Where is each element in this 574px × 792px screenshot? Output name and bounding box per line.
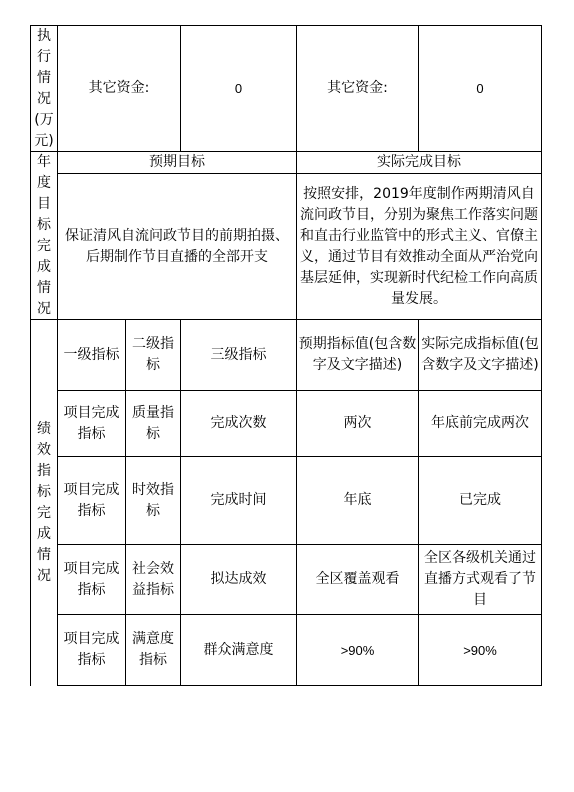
row4-level2: 满意度指标 (132, 631, 174, 668)
row1-expected: 两次 (343, 415, 372, 431)
row2-actual: 已完成 (459, 492, 501, 508)
row3-expected: 全区覆盖观看 (315, 571, 400, 587)
row2-level1: 项目完成指标 (63, 481, 120, 519)
actual-goal-text: 按照安排，2019年度制作两期清风自流问政节目，分别为聚焦工作落实问题和直击行业监管中的形式主义、官僚主义，通过节目有效推动全面从严治党向基层延伸，实现新时代纪检工作向高质量发展。 (300, 185, 538, 307)
row4-actual: >90% (463, 642, 497, 658)
row3-actual: 全区各级机关通过直播方式观看了节目 (424, 550, 536, 608)
other-funds-budget-label: 其它资金: (88, 80, 150, 96)
row2-level2: 时效指标 (132, 481, 174, 519)
table-right-border (541, 25, 542, 686)
header-expected-value: 预期指标值(包含数字及文字描述) (298, 336, 417, 373)
header-actual-value: 实际完成指标值(包含数字及文字描述) (421, 336, 539, 373)
actual-goal-header: 实际完成目标 (377, 154, 461, 170)
header-level1: 一级指标 (63, 346, 120, 363)
row3-level2: 社会效益指标 (132, 560, 174, 598)
row3-level3: 拟达成效 (210, 571, 267, 587)
expected-goal-text: 保证清风自流问政节目的前期拍摄、后期制作节目直播的全部开支 (65, 227, 289, 265)
header-level2: 二级指标 (132, 336, 174, 373)
row1-level1: 项目完成指标 (63, 404, 120, 442)
row1-level2: 质量指标 (132, 404, 174, 442)
row4-expected: >90% (340, 642, 375, 658)
row2-level3: 完成时间 (210, 492, 267, 508)
performance-label: 绩效指标完成情况 (37, 421, 51, 584)
other-funds-actual-value: 0 (476, 81, 484, 96)
other-funds-budget-value: 0 (234, 81, 243, 96)
row3-level1: 项目完成指标 (63, 560, 120, 598)
row2-expected: 年底 (343, 492, 372, 508)
row4-level1: 项目完成指标 (63, 631, 120, 668)
header-level3: 三级指标 (210, 346, 267, 363)
expected-goal-header: 预期目标 (149, 154, 205, 170)
table-bottom-border (57, 685, 542, 686)
row4-level3: 群众满意度 (203, 641, 274, 658)
exec-row-label: 执行情况(万元) (34, 27, 54, 149)
annual-goal-label: 年度目标完成情况 (37, 153, 51, 317)
other-funds-actual-label: 其它资金: (327, 80, 388, 96)
row1-actual: 年底前完成两次 (431, 415, 529, 431)
row1-level3: 完成次数 (210, 415, 267, 431)
